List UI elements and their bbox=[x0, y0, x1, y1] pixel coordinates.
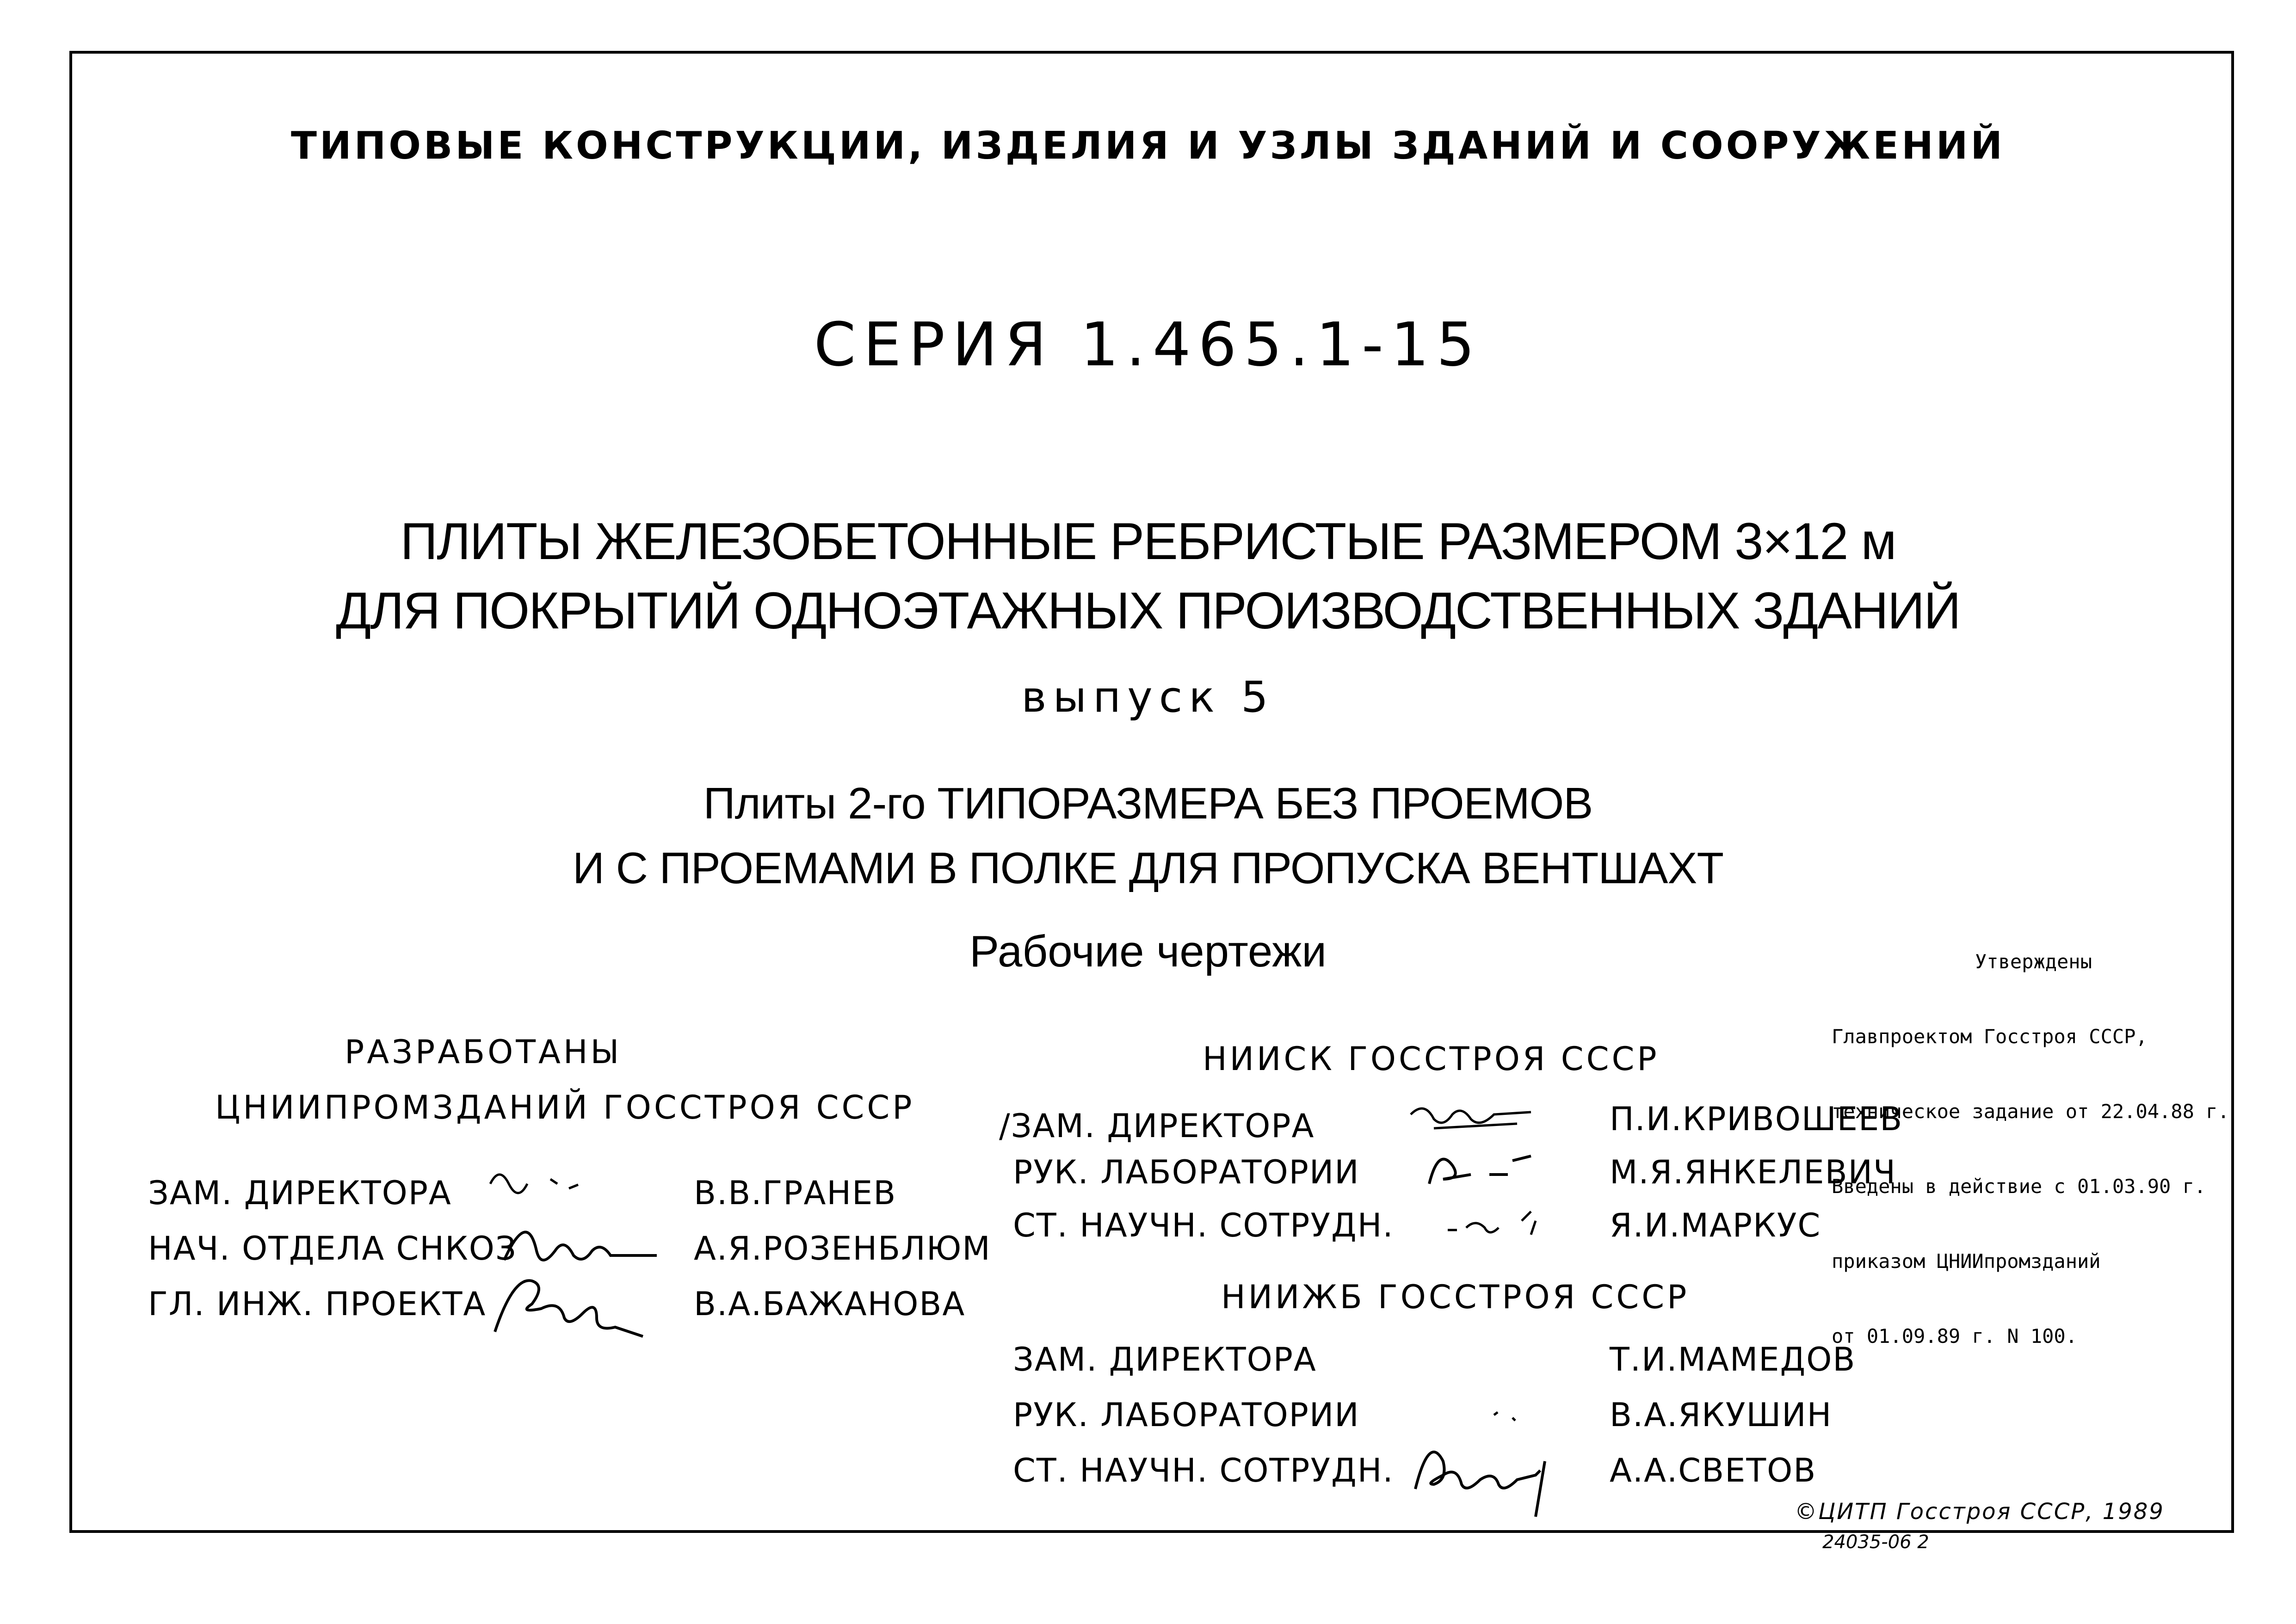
subtitle-line-2: И С ПРОЕМАМИ В ПОЛКЕ ДЛЯ ПРОПУСКА ВЕНТШАХТ bbox=[572, 843, 1724, 893]
approval-line: Главпроектом Госстроя СССР, bbox=[1832, 1025, 2148, 1048]
signer-role: РУК. ЛАБОРАТОРИИ bbox=[1013, 1396, 1360, 1434]
signature-scribble bbox=[1406, 1433, 1582, 1526]
approval-line: Утверждены bbox=[1975, 950, 2092, 973]
document-code: 24035-06 2 bbox=[1822, 1532, 1929, 1553]
signer-role: СТ. НАУЧН. СОТРУДН. bbox=[1013, 1206, 1394, 1244]
signature-scribble bbox=[500, 1216, 685, 1272]
signer-role: ЗАМ. ДИРЕКТОРА bbox=[148, 1174, 452, 1212]
signer-role: /ЗАМ. ДИРЕКТОРА bbox=[999, 1107, 1315, 1145]
signature-scribble bbox=[481, 1267, 675, 1341]
developed-heading: РАЗРАБОТАНЫ bbox=[345, 1033, 622, 1071]
signer-name: А.Я.РОЗЕНБЛЮМ bbox=[694, 1230, 991, 1267]
signer-role: НАЧ. ОТДЕЛА СНКОЗ bbox=[148, 1230, 517, 1267]
series-header: ТИПОВЫЕ КОНСТРУКЦИИ, ИЗДЕЛИЯ И УЗЛЫ ЗДАНИЙ И СООРУЖЕНИЙ bbox=[291, 124, 2005, 168]
signature-scribble bbox=[1420, 1142, 1559, 1198]
signer-name: В.А.ЯКУШИН bbox=[1610, 1396, 1833, 1434]
signature-scribble bbox=[1438, 1202, 1559, 1249]
signer-name: П.И.КРИВОШЕЕВ bbox=[1610, 1100, 1903, 1138]
signer-name: Я.И.МАРКУС bbox=[1610, 1206, 1821, 1244]
signer-role: ГЛ. ИНЖ. ПРОЕКТА bbox=[148, 1285, 487, 1323]
approval-line: Введены в действие с 01.03.90 г. bbox=[1832, 1175, 2206, 1198]
signer-name: В.В.ГРАНЕВ bbox=[694, 1174, 897, 1212]
signer-name: М.Я.ЯНКЕЛЕВИЧ bbox=[1610, 1153, 1896, 1191]
series-number: СЕРИЯ 1.465.1-15 bbox=[814, 309, 1482, 380]
signature-scribble bbox=[1406, 1096, 1545, 1138]
copyright: ©ЦИТП Госстроя СССР, 1989 bbox=[1795, 1499, 2165, 1525]
signature-scribble bbox=[481, 1156, 620, 1212]
signer-name: А.А.СВЕТОВ bbox=[1610, 1452, 1817, 1489]
working-drawings-label: Рабочие чертежи bbox=[969, 927, 1327, 976]
signature-scribble bbox=[1485, 1401, 1549, 1429]
niisk-heading: НИИСК ГОССТРОЯ СССР bbox=[1203, 1040, 1660, 1078]
approval-line: от 01.09.89 г. N 100. bbox=[1832, 1325, 2078, 1347]
title-line-1: ПЛИТЫ ЖЕЛЕЗОБЕТОННЫЕ РЕБРИСТЫЕ РАЗМЕРОМ 3×12 м bbox=[400, 512, 1896, 570]
approval-line: техническое задание от 22.04.88 г. bbox=[1832, 1100, 2229, 1123]
approval-line: приказом ЦНИИпромзданий bbox=[1832, 1250, 2101, 1273]
niizhb-heading: НИИЖБ ГОССТРОЯ СССР bbox=[1221, 1278, 1690, 1316]
developed-org: ЦНИИПРОМЗДАНИЙ ГОССТРОЯ СССР bbox=[215, 1089, 915, 1126]
signer-name: Т.И.МАМЕДОВ bbox=[1610, 1341, 1856, 1378]
subtitle-line-1: Плиты 2-го ТИПОРАЗМЕРА БЕЗ ПРОЕМОВ bbox=[703, 779, 1593, 828]
signer-name: В.А.БАЖАНОВА bbox=[694, 1285, 966, 1323]
title-line-2: ДЛЯ ПОКРЫТИЙ ОДНОЭТАЖНЫХ ПРОИЗВОДСТВЕННЫХ ЗДАНИЙ bbox=[336, 582, 1960, 640]
signer-role: СТ. НАУЧН. СОТРУДН. bbox=[1013, 1452, 1394, 1489]
signer-role: ЗАМ. ДИРЕКТОРА bbox=[1013, 1341, 1317, 1378]
issue-number: выпуск 5 bbox=[1021, 672, 1275, 722]
signer-role: РУК. ЛАБОРАТОРИИ bbox=[1013, 1153, 1360, 1191]
